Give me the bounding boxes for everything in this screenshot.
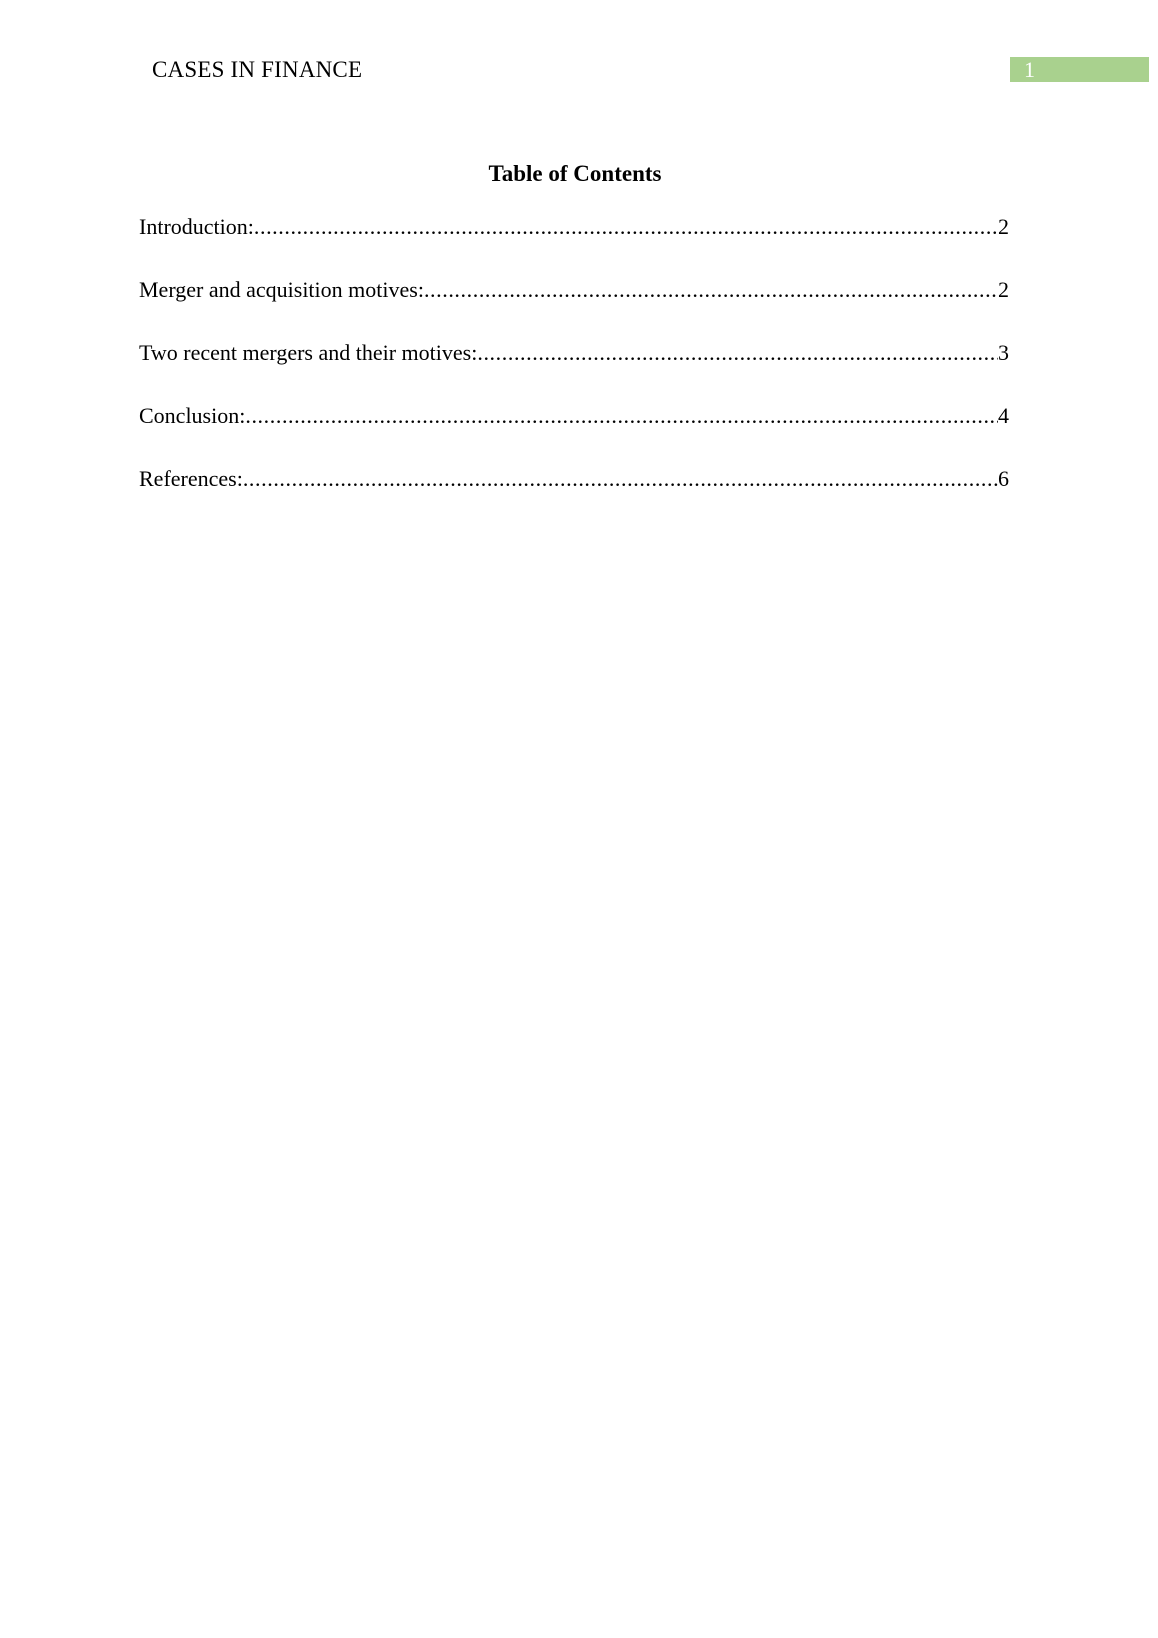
toc-dot-leader: [245, 401, 998, 431]
toc-entry-label: References:: [139, 466, 243, 491]
toc-entry-page: 4: [998, 403, 1009, 428]
toc-entry-label: Merger and acquisition motives:: [139, 277, 424, 302]
toc-entry-introduction[interactable]: [139, 212, 1009, 275]
toc-entry-recent-mergers[interactable]: [139, 338, 1009, 401]
toc-title: Table of Contents: [488, 161, 662, 186]
toc-entry-label: Introduction:: [139, 214, 254, 239]
toc-dot-leader: [254, 212, 998, 242]
page-number-box: [1010, 57, 1149, 82]
page-number: 1: [1024, 57, 1035, 82]
toc-list: [139, 212, 1009, 527]
toc-dot-leader: [424, 275, 998, 305]
toc-entry-merger-motives[interactable]: [139, 275, 1009, 338]
running-head: CASES IN FINANCE: [152, 57, 363, 82]
toc-entry-page: 2: [998, 277, 1009, 302]
toc-entry-page: 2: [998, 214, 1009, 239]
toc-entry-references[interactable]: [139, 464, 1009, 527]
toc-dot-leader: [477, 338, 998, 368]
toc-entry-page: 3: [998, 340, 1009, 365]
toc-entry-conclusion[interactable]: [139, 401, 1009, 464]
toc-dot-leader: [243, 464, 998, 494]
toc-entry-label: Two recent mergers and their motives:: [139, 340, 478, 365]
toc-entry-label: Conclusion:: [139, 403, 246, 428]
toc-entry-page: 6: [998, 466, 1009, 491]
